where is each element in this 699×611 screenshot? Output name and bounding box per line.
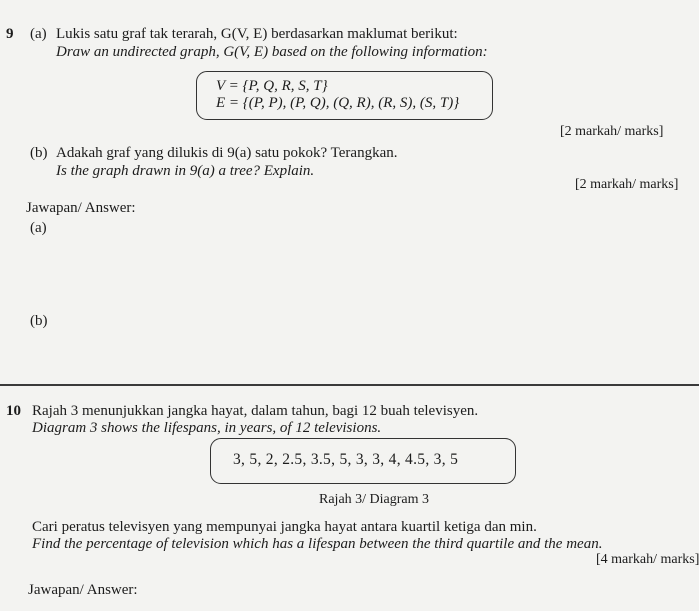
question-9-number: 9 bbox=[6, 26, 14, 42]
lifespan-data-box bbox=[210, 438, 516, 484]
q10-malay-text: Rajah 3 menunjukkan jangka hayat, dalam tahun, bagi 12 buah televisyen. bbox=[32, 403, 479, 419]
q9b-marks: [2 markah/ marks] bbox=[575, 177, 679, 192]
q9-answer-heading: Jawapan/ Answer: bbox=[26, 200, 136, 216]
q9a-malay-text: Lukis satu graf tak terarah, G(V, E) berdasarkan maklumat berikut: bbox=[56, 26, 458, 42]
diagram-3-caption bbox=[319, 492, 429, 508]
q9-answer-b-label: (b) bbox=[30, 313, 48, 329]
q10-marks: [4 markah/ marks] bbox=[596, 552, 699, 567]
q10-task-english: Find the percentage of television which has a lifespan between the third quartile and the mean. bbox=[32, 536, 603, 552]
q9a-label: (a) bbox=[30, 26, 47, 42]
q10-english-text: Diagram 3 shows the lifespans, in years, of 12 televisions. bbox=[32, 420, 382, 436]
diagram-caption-text: Rajah 3/ Diagram 3 bbox=[319, 492, 430, 507]
q9a-marks: [2 markah/ marks] bbox=[560, 124, 664, 139]
section-divider bbox=[0, 384, 699, 386]
q9-answer-a-label: (a) bbox=[30, 220, 47, 236]
set-definition-box bbox=[196, 71, 493, 120]
question-10-number: 10 bbox=[6, 403, 21, 419]
edge-set: E = {(P, P), (P, Q), (Q, R), (R, S), (S, T)} bbox=[216, 95, 460, 111]
q9a-english-text: Draw an undirected graph, G(V, E) based on the following information: bbox=[56, 44, 488, 60]
q9b-english-text: Is the graph drawn in 9(a) a tree? Explain. bbox=[56, 163, 315, 179]
vertex-set: V = {P, Q, R, S, T} bbox=[216, 78, 328, 94]
q10-answer-heading: Jawapan/ Answer: bbox=[28, 582, 138, 598]
q9b-malay-text: Adakah graf yang dilukis di 9(a) satu pokok? Terangkan. bbox=[56, 145, 398, 161]
q10-task-malay: Cari peratus televisyen yang mempunyai jangka hayat antara kuartil ketiga dan min. bbox=[32, 519, 537, 535]
q9b-label: (b) bbox=[30, 145, 48, 161]
lifespan-values: 3, 5, 2, 2.5, 3.5, 5, 3, 3, 4, 4.5, 3, 5 bbox=[233, 451, 459, 468]
